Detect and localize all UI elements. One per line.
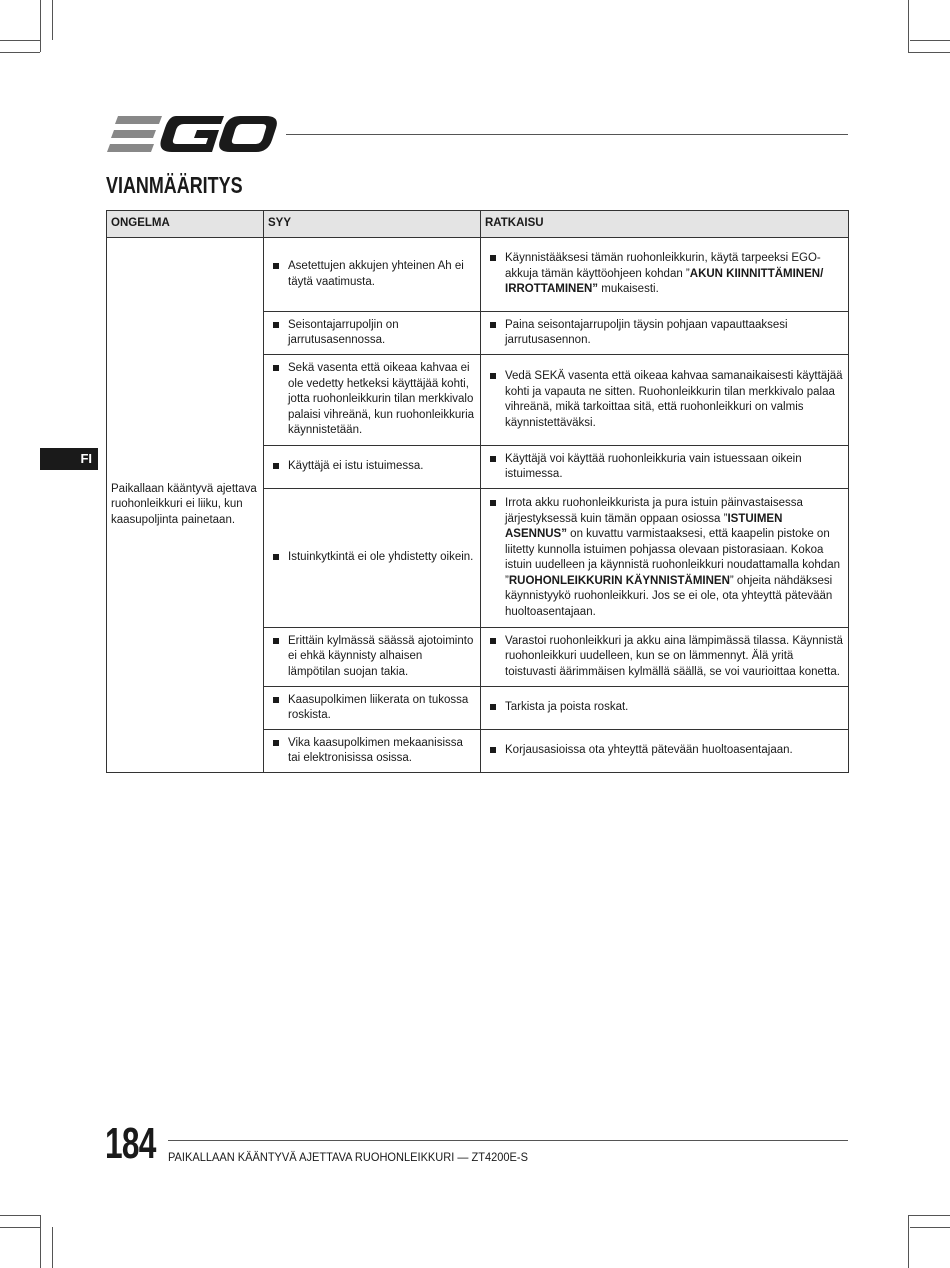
solution-part: Käynnistääksesi tämän ruohonleikkurin, käytä tarpeeksi EGO-akkuja tämän käyttöohjeen kohdan ” xyxy=(505,252,821,280)
section-title: VIANMÄÄRITYS xyxy=(106,172,243,198)
solution-cell xyxy=(481,238,849,312)
cause-text: Käyttäjä ei istu istuimessa. xyxy=(268,459,476,475)
cause-cell xyxy=(264,312,481,355)
solution-text xyxy=(485,251,844,298)
solution-cell xyxy=(481,312,849,355)
cause-cell xyxy=(264,446,481,489)
cause-cell xyxy=(264,628,481,687)
troubleshooting-table xyxy=(106,210,849,773)
solution-text: Käyttäjä voi käyttää ruohonleikkuria vain istuessaan oikein istuimessa. xyxy=(485,452,844,483)
footer-text: PAIKALLAAN KÄÄNTYVÄ AJETTAVA RUOHONLEIKKURI — ZT4200E-S xyxy=(168,1150,528,1164)
solution-part: mukaisesti. xyxy=(598,283,659,296)
solution-text: Paina seisontajarrupoljin täysin pohjaan vapauttaaksesi jarrutusasennon. xyxy=(485,318,844,349)
solution-cell xyxy=(481,489,849,628)
crop-mark xyxy=(0,1227,40,1228)
page-number: 184 xyxy=(105,1119,156,1168)
header-solution: RATKAISU xyxy=(481,211,849,238)
crop-mark xyxy=(908,0,909,52)
cause-text: Asetettujen akkujen yhteinen Ah ei täytä vaatimusta. xyxy=(268,259,476,290)
footer-rule xyxy=(168,1140,848,1141)
crop-mark xyxy=(0,40,40,41)
cause-cell xyxy=(264,489,481,628)
solution-part: on kuvattu varmistaaksesi, että kaapelin pistoke on liitetty kunnolla istuimen pohjassa olevaan pistorasiaan. Kokoa istuin uudelleen ja käynnistä ruohonleikkuri noudattamalla kohdan ” xyxy=(505,528,840,587)
header-cause: SYY xyxy=(264,211,481,238)
crop-mark xyxy=(910,40,950,41)
table-row xyxy=(107,238,849,312)
solution-bold: ISTUIMEN ASENNUS” xyxy=(505,512,783,540)
solution-part: ” ohjeita nähdäksesi käynnistyykö ruohonleikkuri. Jos se ei ole, ota yhteyttä pätevään huoltoasentajaan. xyxy=(505,574,833,618)
solution-cell xyxy=(481,446,849,489)
crop-mark xyxy=(908,1215,950,1216)
solution-cell xyxy=(481,355,849,446)
cause-cell xyxy=(264,238,481,312)
cause-text: Kaasupolkimen liikerata on tukossa roskista. xyxy=(268,693,476,724)
solution-bold: RUOHONLEIKKURIN KÄYNNISTÄMINEN xyxy=(508,574,730,587)
cause-cell xyxy=(264,355,481,446)
solution-text: Korjausasioissa ota yhteyttä pätevään huoltoasentajaan. xyxy=(485,743,844,759)
language-tab: FI xyxy=(40,448,98,470)
problem-cell: Paikallaan kääntyvä ajettava ruohonleikkuri ei liiku, kun kaasupoljinta painetaan. xyxy=(107,238,264,773)
solution-part: Irrota akku ruohonleikkurista ja pura istuin päinvastaisessa järjestyksessä kuin tämän oppaan osiossa ” xyxy=(505,497,803,525)
ego-logo xyxy=(106,112,278,156)
solution-cell xyxy=(481,730,849,773)
crop-mark xyxy=(40,1215,41,1268)
solution-text: Tarkista ja poista roskat. xyxy=(485,700,844,716)
solution-text: Vedä SEKÄ vasenta että oikeaa kahvaa samanaikaisesti käyttäjää kohti ja vapauta ne sitten. Ruohonleikkurin tilan merkkivalo palaa vihreänä, mikä tarkoittaa sitä, että ruohonleikkuri on valmis käynnistettäväksi. xyxy=(485,369,844,431)
solution-cell xyxy=(481,628,849,687)
crop-mark xyxy=(0,1215,40,1216)
cause-text: Istuinkytkintä ei ole yhdistetty oikein. xyxy=(268,550,476,566)
solution-bold: AKUN KIINNITTÄMINEN/ IRROTTAMINEN” xyxy=(505,267,824,296)
crop-mark xyxy=(52,1227,53,1268)
crop-mark xyxy=(0,52,40,53)
crop-mark xyxy=(52,0,53,40)
solution-text: Varastoi ruohonleikkuri ja akku aina lämpimässä tilassa. Käynnistä ruohonleikkuri uudelleen, kun se on lämmennyt. Älä yritä toistuvasti äärimmäisen kylmällä säällä, se voi vaurioittaa konetta. xyxy=(485,634,844,681)
cause-text: Vika kaasupolkimen mekaanisissa tai elektronisissa osissa. xyxy=(268,736,476,767)
solution-text xyxy=(485,496,844,620)
cause-text: Erittäin kylmässä säässä ajotoiminto ei ehkä käynnisty alhaisen lämpötilan suojan takia. xyxy=(268,634,476,681)
table-header-row xyxy=(107,211,849,238)
cause-cell xyxy=(264,687,481,730)
solution-cell xyxy=(481,687,849,730)
header-problem: ONGELMA xyxy=(107,211,264,238)
crop-mark xyxy=(40,0,41,52)
cause-text: Sekä vasenta että oikeaa kahvaa ei ole vedetty hetkeksi käyttäjää kohti, jotta ruohonleikkurin tilan merkkivalo palaisi vihreänä, kun ruohonleikkuria käynnistetään. xyxy=(268,361,476,439)
crop-mark xyxy=(908,52,950,53)
cause-text: Seisontajarrupoljin on jarrutusasennossa. xyxy=(268,318,476,349)
crop-mark xyxy=(910,1227,950,1228)
cause-cell xyxy=(264,730,481,773)
header-rule xyxy=(286,134,848,135)
crop-mark xyxy=(908,1215,909,1268)
